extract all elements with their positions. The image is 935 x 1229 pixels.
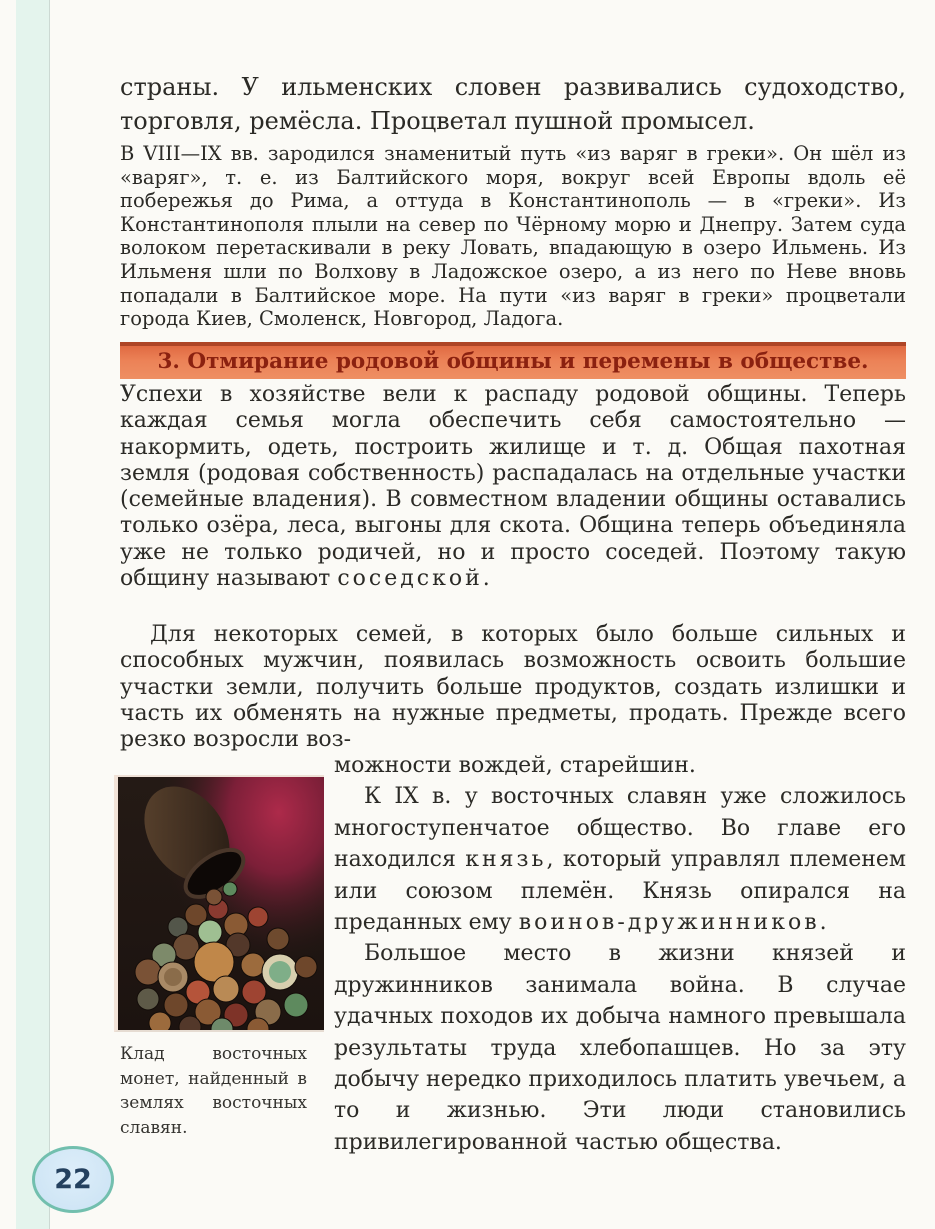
society-paragraph: [334, 781, 906, 938]
community-paragraph-period: .: [482, 566, 490, 592]
society-text-3: .: [819, 910, 827, 936]
families-paragraph: Для некоторых семей, в которых было больше сильных и способных мужчин, появилась возможность освоить большие участки земли, получить больше продуктов, создать излишки и часть их обменять на нужные предметы, продать. Прежде всего резко возросли воз-: [120, 622, 906, 753]
society-text-2: , который управлял племенем или союзом племён. Князь опирался на преданных ему: [334, 847, 907, 936]
community-paragraph: [120, 382, 906, 592]
page-number-badge: [32, 1146, 114, 1213]
society-emphasis-knyaz: князь: [465, 847, 547, 873]
section-header-title: 3. Отмирание родовой общины и перемены в обществе.: [157, 349, 869, 374]
left-margin-stripe: [16, 0, 50, 1229]
text-column-beside-photo: [334, 750, 906, 1158]
society-emphasis-druzhinniki: воинов-дружинников: [518, 910, 820, 936]
varangian-route-paragraph: В VIII—IX вв. зародился знаменитый путь «из варяг в греки». Он шёл из «варяг», т. е. из Балтийского моря, вокруг всей Европы вдоль её побережья до Рима, а оттуда в Константинополь — в «греки». Из Константинополя плыли на север по Чёрному морю и Днепру. Затем суда волоком перетаскивали в реку Ловать, впадающую в озеро Ильмень. Из Ильменя шли по Волхову в Ладожское озеро, а из него по Неве вновь попадали в Балтийское море. На пути «из варяг в греки» процветали города Киев, Смоленск, Новгород, Ладога.: [120, 142, 906, 331]
community-paragraph-text: Успехи в хозяйстве вели к распаду родовой общины. Теперь каждая семья могла обеспечить себя самостоятельно — накормить, одеть, построить жилище и т. д. Общая пахотная земля (родовая собственность) распадалась на отдельные участки (семейные владения). В совместном владении общины оставались только озёра, леса, выгоны для скота. Община теперь объединяла уже не только родичей, но и просто соседей. Поэтому такую общину называют: [120, 382, 906, 592]
society-text-1: К IX в. у восточных славян уже сложилось многоступенчатое общество. Во главе его находился: [334, 784, 906, 873]
lead-paragraph: страны. У ильменских словен развивались судоходство, торговля, ремёсла. Процветал пушной промысел.: [120, 73, 906, 135]
community-paragraph-emphasis: соседской: [337, 566, 483, 592]
photo-caption: Клад восточных монет, найденный в землях восточных славян.: [120, 1044, 307, 1138]
continuation-line: можности вождей, старейшин.: [334, 753, 696, 778]
section-header-bar: [120, 342, 906, 379]
war-paragraph: Большое место в жизни князей и дружинников занимала война. В случае удачных походов их добыча намного превышала результаты труда хлебопашцев. Но за эту добычу нередко приходилось платить увечьем, а то и жизнью. Эти люди становились привилегированной частью общества.: [334, 941, 906, 1155]
coin-hoard-photo: [114, 775, 324, 1032]
page-number: 22: [54, 1164, 92, 1195]
